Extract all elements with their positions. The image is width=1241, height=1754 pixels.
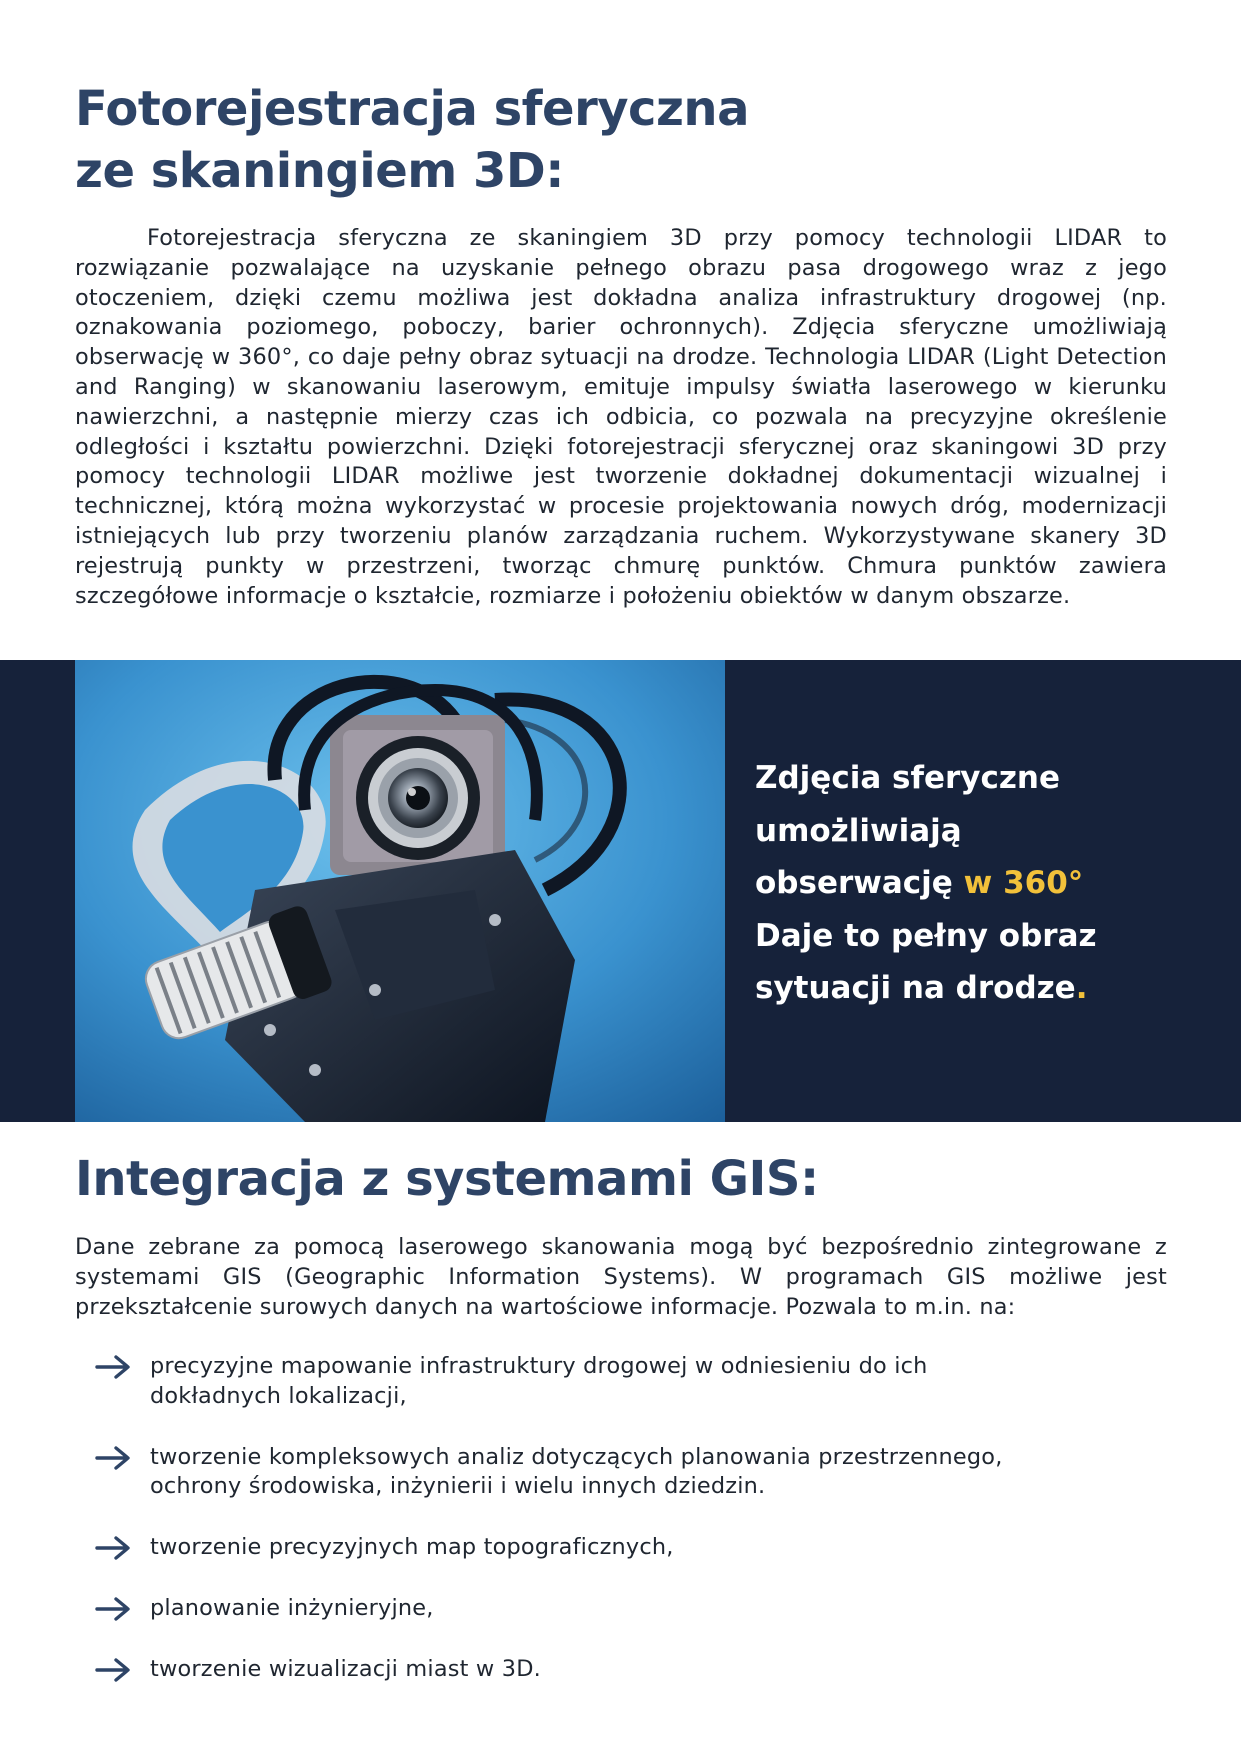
arrow-right-icon	[95, 1596, 133, 1622]
arrow-right-icon	[95, 1535, 133, 1561]
list-item-line-2: ochrony środowiska, inżynierii i wielu innych dziedzin.	[150, 1473, 766, 1500]
gis-section-title: Integracja z systemami GIS:	[75, 1151, 819, 1207]
list-item-line-1: tworzenie wizualizacji miast w 3D.	[150, 1655, 541, 1682]
list-item	[95, 1655, 1095, 1685]
list-item-line-1: planowanie inżynieryjne,	[150, 1594, 434, 1621]
page-title	[75, 78, 1075, 202]
quote-line-4: Daje to pełny obraz	[755, 917, 1097, 954]
gis-intro-paragraph: Dane zebrane za pomocą laserowego skanowania mogą być bezpośrednio zintegrowane z systemami GIS (Geographic Information Systems). W programach GIS możliwe jest przekształcenie surowych danych na wartościowe informacje. Pozwala to m.in. na:	[75, 1234, 1167, 1320]
list-item	[95, 1352, 1095, 1412]
quote-line-5: sytuacji na drodze	[755, 970, 1076, 1006]
list-item-line-2: dokładnych lokalizacji,	[150, 1382, 407, 1409]
quote-line-1: Zdjęcia sferyczne	[755, 760, 1061, 796]
arrow-right-icon	[95, 1657, 133, 1683]
scanner-illustration	[75, 660, 725, 1122]
quote-line-3: obserwację	[755, 865, 964, 901]
arrow-right-icon	[95, 1354, 133, 1380]
lidar-scanner-photo	[75, 660, 725, 1122]
feature-banner	[0, 660, 1241, 1122]
list-item	[95, 1443, 1095, 1503]
title-line-1: Fotorejestracja sferyczna	[75, 81, 749, 137]
list-item-line-1: tworzenie precyzyjnych map topograficznych,	[150, 1534, 674, 1561]
gis-benefits-list	[95, 1352, 1095, 1685]
list-item	[95, 1533, 1095, 1563]
list-item-line-1: precyzyjne mapowanie infrastruktury drogowej w odniesieniu do ich	[150, 1353, 928, 1379]
banner-quote	[755, 752, 1195, 1015]
quote-360-highlight: w 360°	[963, 865, 1084, 901]
quote-line-2: umożliwiają	[755, 812, 962, 849]
intro-paragraph: Fotorejestracja sferyczna ze skaningiem 3D przy pomocy technologii LIDAR to rozwiązanie pozwalające na uzyskanie pełnego obrazu pasa drogowego wraz z jego otoczeniem, dzięki czemu możliwa jest dokładna analiza infrastruktury drogowej (np. oznakowania poziomego, poboczy, barier ochronnych). Zdjęcia sferyczne umożliwiają obserwację w 360°, co daje pełny obraz sytuacji na drodze. Technologia LIDAR (Light Detection and Ranging) w skanowaniu laserowym, emituje impulsy światła laserowego w kierunku nawierzchni, a następnie mierzy czas ich odbicia, co pozwala na precyzyjne określenie odległości i kształtu powierzchni. Dzięki fotorejestracji sferycznej oraz skaningowi 3D przy pomocy technologii LIDAR możliwe jest tworzenie dokładnej dokumentacji wizualnej i technicznej, którą można wykorzystać w procesie projektowania nowych dróg, modernizacji istniejących lub przy tworzeniu planów zarządzania ruchem. Wykorzystywane skanery 3D rejestrują punkty w przestrzeni, tworząc chmurę punktów. Chmura punktów zawiera szczegółowe informacje o kształcie, rozmiarze i położeniu obiektów w danym obszarze.	[75, 225, 1167, 609]
list-item-line-1: tworzenie kompleksowych analiz dotyczących planowania przestrzennego,	[150, 1443, 1003, 1470]
title-line-2: ze skaningiem 3D:	[75, 143, 564, 199]
list-item	[95, 1594, 1095, 1624]
quote-period-highlight: .	[1075, 970, 1088, 1006]
arrow-right-icon	[95, 1445, 133, 1471]
